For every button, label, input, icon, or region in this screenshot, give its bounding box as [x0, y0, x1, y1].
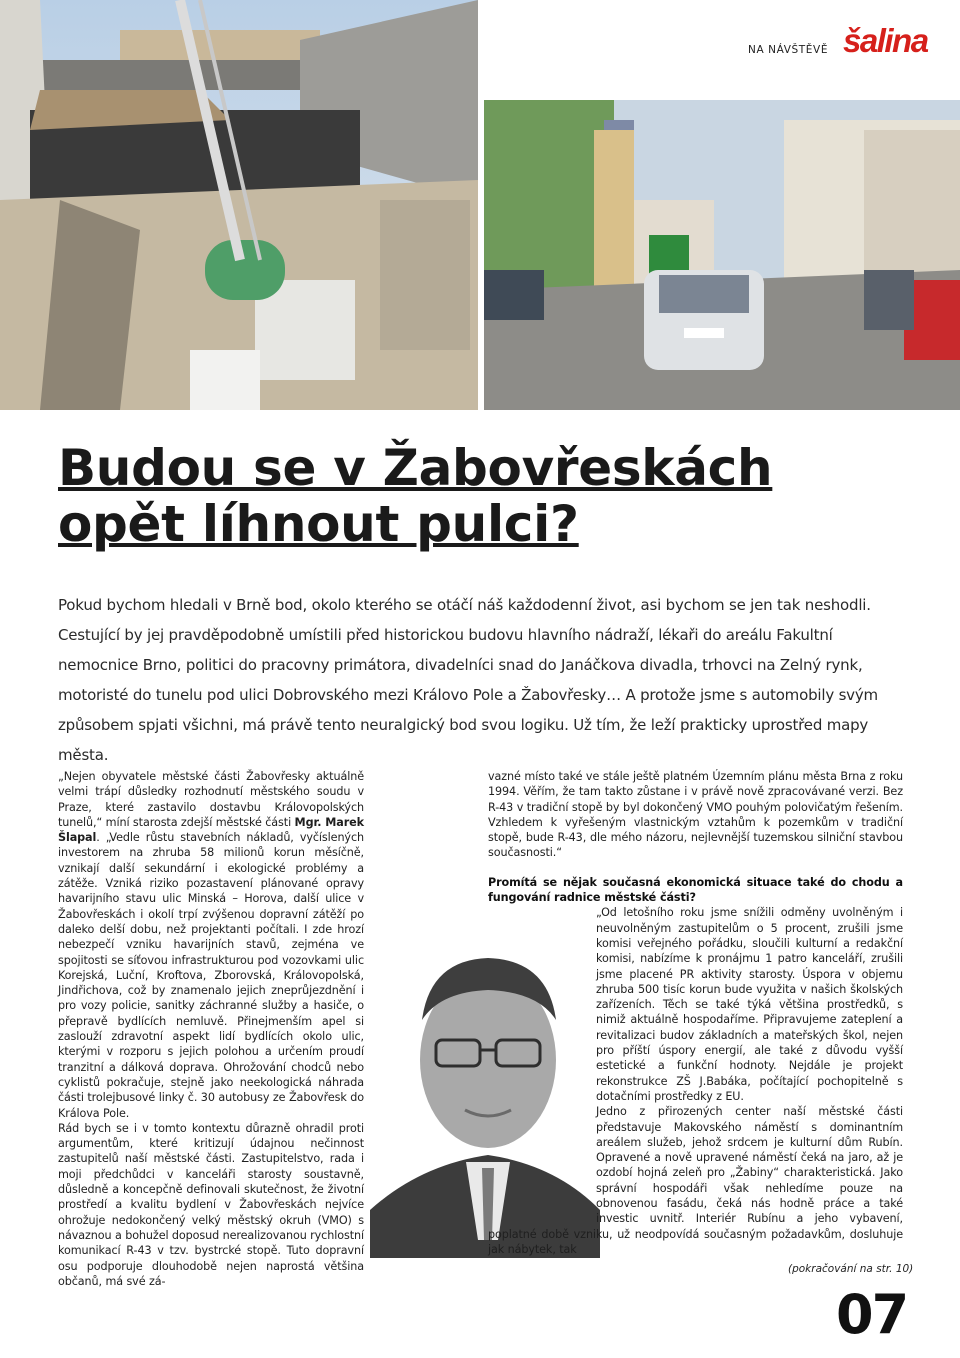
magazine-logo: šalina: [843, 22, 928, 59]
right-paragraph-1: vazné místo také ve stále ještě platném Územním plánu města Brna z roku 1994. Věřím, že tam takto zůstane i v právě nově zpracovávané verzi. Bez R-43 v tradiční stopě by byl dokončený VMO pouhým polovičatým řešením. Vzhledem k vyřešeným vlastnickým vztahům k pozemkům v tradiční stopě, bude R-43, dle mého názoru, nejlevnější tuzemskou silniční stavbou současnosti.“: [488, 770, 903, 860]
headline-line-1: Budou se v Žabovřeskách: [58, 439, 773, 497]
headline-line-2: opět líhnout pulci?: [58, 495, 579, 553]
right-paragraph-2: „Od letošního roku jsme snížili odměny uvolněným i neuvolněným zastupitelům o 5 procent, zrušili jsme komisi veřejného pořádku, sloučili kulturní a redakční komisi, nabízíme k pronájmu 1 patro kanceláří, zrušili jsme placené PR aktivity starosty. Úspora v objemu zhruba 500 tisíc korun bude využita v našich školských zařízeních. Těch se také týká většina prostředků, s nimiž aktuálně hospodaříme. Připravujeme zateplení a revitalizaci budov základních a mateřských škol, nejen pro příští úspory energií, ale také z důvodu vyšší estetické a funkční hodnoty. Nejdále je projekt rekonstrukce ZŠ J.Babáka, počítající pochopitelně s dotačními prostředky z EU.: [596, 906, 903, 1103]
article-headline: [58, 440, 938, 552]
left-paragraph-1: „Nejen obyvatele městské části Žabovřesky aktuálně velmi trápí důsledky rozhodnutí městského soudu v Praze, které zastavilo dostavbu Královopolských tunelů,“ míní starosta zdejší městské části Mgr. Marek Šlapal. „Vedle růstu stavebních nákladů, vyčíslených investorem na zhruba 58 milionů korun měsíčně, vznikají další sekundární i ekologické problémy a zátěže. Vzniká riziko pozastavení plánované opravy havarijního stavu ulic Minská – Horova, další ulice v Žabovřeskách i okolí trpí zvýšenou dopravní zátěží po daleko delší dobu, než projektanti počítali. I zde hrozí nebezpečí vzniku havarijních stavů, zejména ve spojitosti se síťovou infrastrukturou pod vozovkami ulic Korejská, Luční, Kroftova, Zborovská, Královopolská, Jindřichova, což by znamenalo jejich zneprůjezdnění i pro vozy policie, sanitky záchranné služby a hasiče, o přepravě bydlících nemluvě. Přinejmenším apel si zaslouží zdravotní aspekt lidí bydlících okolo ulic, kterými v rozporu s jejich polohou a určením proudí tranzitní a dálková doprava. Ohrožování chodců nebo cyklistů pokračuje, stejně jako neekologická náhrada části trolejbusové linky č. 30 autobusy ze Žabovřesk do Králova Pole.: [58, 770, 364, 1120]
page-number: 07: [836, 1283, 908, 1346]
section-label: NA NÁVŠTĚVĚ: [748, 44, 829, 56]
article-lead: Pokud bychom hledali v Brně bod, okolo kterého se otáčí náš každodenní život, asi bychom se jen tak neshodli. Cestující by jej pravděpodobně umístili před historickou budovu hlavního nádraží, lékaři do areálu Fakultní nemocnice Brno, politici do pracovny primátora, divadelníci snad do Janáčkova divadla, trhovci na Zelný rynk, motoristé do tunelu pod ulici Dobrovského mezi Královo Pole a Žabovřesky… A protože jsme s automobily svým způsobem spjati všichni, má právě tento neuralgický bod svou logiku. Už tím, že leží prakticky uprostřed mapy města.: [58, 596, 878, 764]
construction-site-photo: [0, 0, 478, 410]
right-column: [488, 769, 903, 1257]
right-paragraph-3: Jedno z přirozených center naší městské části představuje Makovského náměstí s dominantním areálem služeb, jehož srdcem je kulturní dům Rubín. Opravené a nově upravené náměstí čeká na jaro, až je ozdobí hojná zeleň pro „Žabiny“ charakteristická. Jako správní hospodáři však nehledíme pouze na obnovenou fasádu, čeká nás hodně práce a také investic uvnitř. Interiér Rubínu a jeho vybavení, poplatné době vzniku, už neodpovídá současným požadavkům, dosluhuje jak nábytek, tak: [488, 1105, 903, 1256]
mayor-name: Mgr. Marek Šlapal: [58, 815, 364, 845]
street-traffic-photo: [484, 100, 960, 410]
left-paragraph-2: Rád bych se i v tomto kontextu důrazně ohradil proti argumentům, které kritizují údajnou nečinnost zastupitelů naší městské části. Zastupitelstvo, rada i moji předchůdci v kanceláři starosty soustavně, důsledně a koncepčně definovali skutečnost, že životní prostředí a kvalitu bydlení v Žabovřeskách nejvíce ohrožuje nedokončený velký městský okruh (VMO) s návaznou a bohužel doposud nerealizovanou rychlostní komunikací R-43 v tzv. bystrcké stopě. Tuto dopravní osu podporuje dlouhodobě nejen naprostá většina občanů, má své zá-: [58, 1121, 364, 1288]
interview-question: Promítá se nějak současná ekonomická situace také do chodu a fungování radnice městské části?: [488, 875, 903, 905]
continued-note: (pokračování na str. 10): [788, 1263, 914, 1275]
